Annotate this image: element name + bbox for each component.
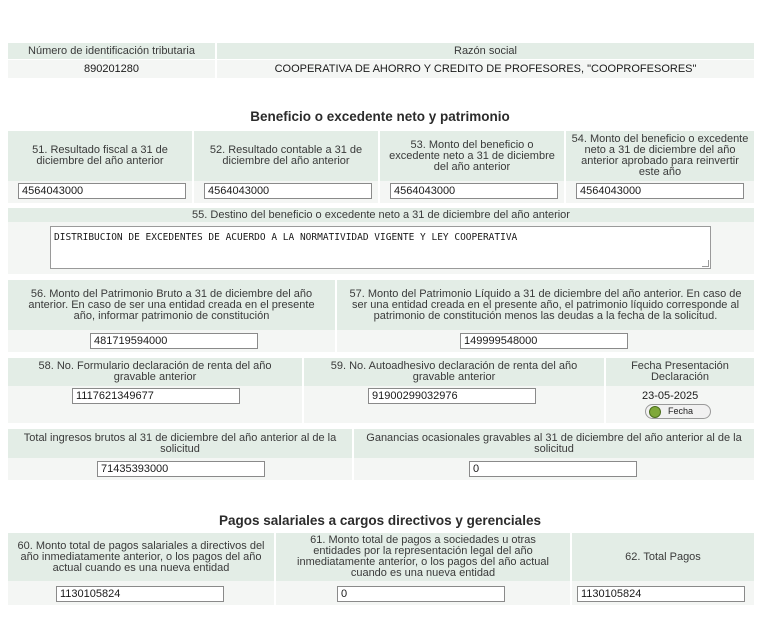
- pagos-section-title: Pagos salariales a cargos directivos y gerenciales: [219, 513, 541, 528]
- fecha-button-label: Fecha: [668, 406, 694, 416]
- resize-grip-icon[interactable]: [702, 260, 709, 267]
- field-52-input[interactable]: 4564043000: [204, 183, 372, 199]
- field-57-input[interactable]: 149999548000: [460, 333, 628, 349]
- field-55-label: 55. Destino del beneficio o excedente neto a 31 de diciembre del año anterior: [8, 208, 754, 222]
- ganancias-ocasionales-input[interactable]: 0: [469, 461, 637, 477]
- fecha-button[interactable]: [645, 404, 711, 419]
- fecha-presentacion-label: Fecha Presentación Declaración: [606, 358, 754, 386]
- field-52-label: 52. Resultado contable a 31 de diciembre del año anterior: [194, 131, 378, 181]
- fecha-presentacion-value: 23-05-2025: [642, 390, 699, 402]
- field-53-input[interactable]: 4564043000: [390, 183, 558, 199]
- field-55-text: DISTRIBUCION DE EXCEDENTES DE ACUERDO A LA NORMATIVIDAD VIGENTE Y LEY COOPERATIVA: [54, 232, 518, 243]
- nit-value: 890201280: [8, 60, 215, 78]
- field-61-input[interactable]: 0: [337, 586, 505, 602]
- field-51-label: 51. Resultado fiscal a 31 de diciembre del año anterior: [8, 131, 192, 181]
- field-54-label: 54. Monto del beneficio o excedente neto a 31 de diciembre del año anterior aprobado para reinvertir este año: [566, 131, 754, 181]
- field-54-input[interactable]: 4564043000: [576, 183, 744, 199]
- razon-social-label: Razón social: [217, 43, 754, 59]
- field-59-label: 59. No. Autoadhesivo declaración de renta del año gravable anterior: [304, 358, 604, 386]
- field-56-label: 56. Monto del Patrimonio Bruto a 31 de diciembre del año anterior. En caso de ser una entidad creada en el presente año, informar patrimonio de constitución: [8, 280, 335, 330]
- beneficio-section-title: Beneficio o excedente neto y patrimonio: [250, 109, 510, 124]
- ingresos-brutos-input[interactable]: 71435393000: [97, 461, 265, 477]
- field-62-label: 62. Total Pagos: [572, 533, 754, 581]
- field-60-label: 60. Monto total de pagos salariales a directivos del año inmediatamente anterior, o los pagos del año actual cuando es una nueva entidad: [8, 533, 274, 581]
- field-62-input[interactable]: 1130105824: [577, 586, 745, 602]
- ingresos-brutos-label: Total ingresos brutos al 31 de diciembre del año anterior al de la solicitud: [8, 429, 352, 458]
- field-60-input[interactable]: 1130105824: [56, 586, 224, 602]
- calendar-icon: [649, 406, 661, 418]
- field-56-input[interactable]: 481719594000: [90, 333, 258, 349]
- field-58-label: 58. No. Formulario declaración de renta del año gravable anterior: [8, 358, 302, 386]
- field-61-label: 61. Monto total de pagos a sociedades u otras entidades por la representación legal del año inmediatamente anterior, o los pagos del año actual cuando es una nueva entidad: [276, 533, 570, 581]
- field-53-label: 53. Monto del beneficio o excedente neto a 31 de diciembre del año anterior: [380, 131, 564, 181]
- field-58-input[interactable]: 1117621349677: [72, 388, 240, 404]
- field-51-input[interactable]: 4564043000: [18, 183, 186, 199]
- razon-social-value: COOPERATIVA DE AHORRO Y CREDITO DE PROFESORES, "COOPROFESORES": [217, 60, 754, 78]
- field-59-input[interactable]: 91900299032976: [368, 388, 536, 404]
- field-55-textarea[interactable]: [50, 226, 711, 269]
- field-57-label: 57. Monto del Patrimonio Líquido a 31 de diciembre del año anterior. En caso de ser una entidad creada en el presente año, el patrimonio líquido corresponde al patrimonio de constitución menos las deudas a la fecha de la solicitud.: [337, 280, 754, 330]
- ganancias-ocasionales-label: Ganancias ocasionales gravables al 31 de diciembre del año anterior al de la solicitud: [354, 429, 754, 458]
- nit-label: Número de identificación tributaria: [8, 43, 215, 59]
